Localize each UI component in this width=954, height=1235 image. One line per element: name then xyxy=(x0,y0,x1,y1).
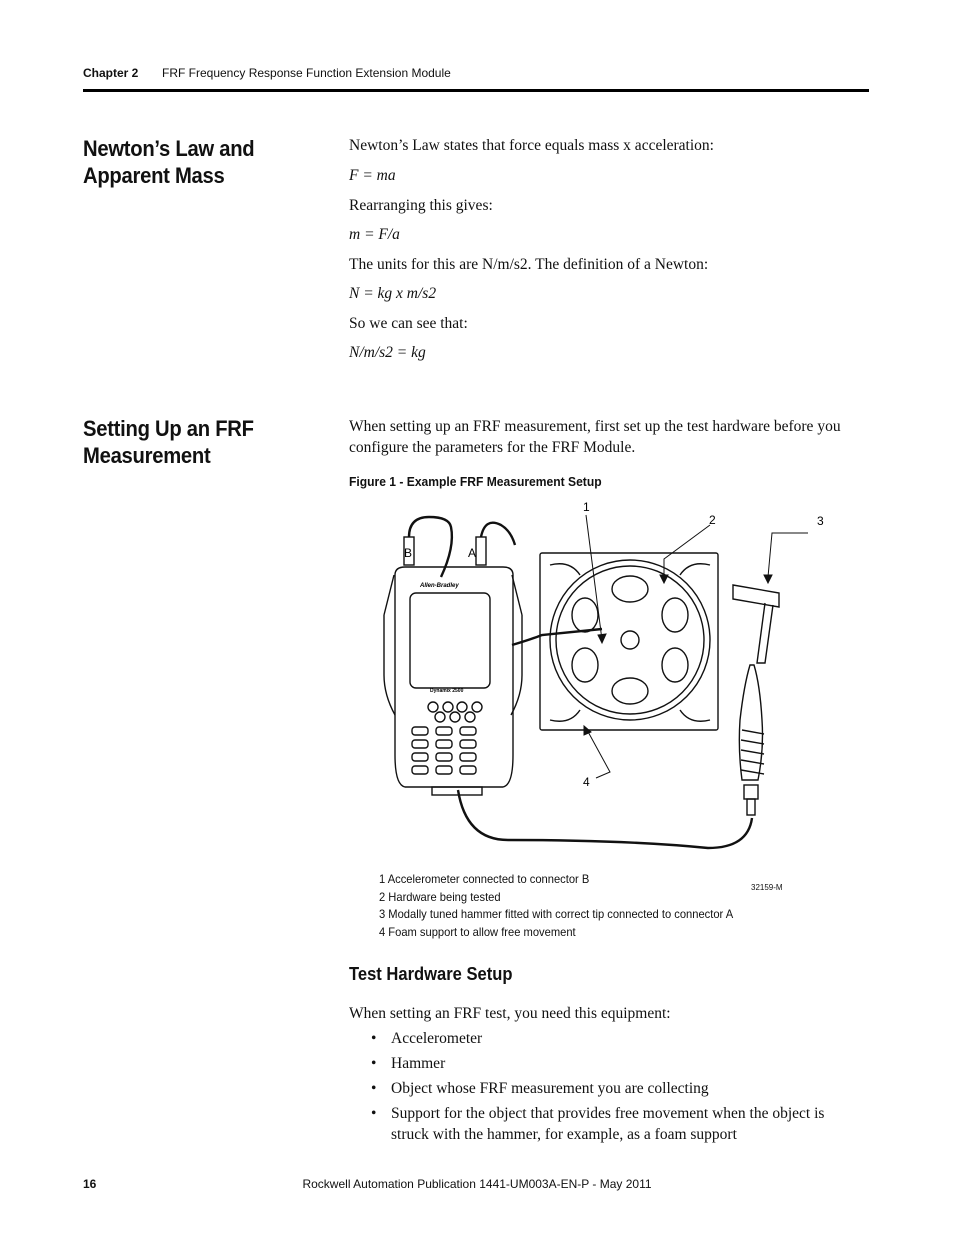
collector-brand: Allen-Bradley xyxy=(420,583,459,589)
paragraph: So we can see that: xyxy=(349,315,468,332)
header-rule xyxy=(83,89,869,92)
list-item: • Hammer xyxy=(349,1053,849,1074)
collector-model: Dynamix 2500 xyxy=(430,688,464,694)
collector-screen xyxy=(410,593,490,688)
test-object xyxy=(550,560,710,720)
callout-2: 2 xyxy=(709,513,716,527)
hammer-cable xyxy=(458,790,752,848)
equipment-list xyxy=(349,1028,849,1149)
newtons-law-body xyxy=(349,135,869,372)
test-hardware-intro: When setting an FRF test, you need this equipment: xyxy=(349,1005,671,1022)
publication-info: Rockwell Automation Publication 1441-UM003A-EN-P - May 2011 xyxy=(302,1177,652,1191)
chapter-title: FRF Frequency Response Function Extension Module xyxy=(162,66,451,80)
equation: m = F/a xyxy=(349,226,400,243)
equation: N/m/s2 = kg xyxy=(349,344,426,361)
paragraph: Rearranging this gives: xyxy=(349,197,493,214)
cable-b xyxy=(409,517,452,577)
callout-4: 4 xyxy=(583,775,590,789)
connector-a-label: A xyxy=(468,546,477,560)
connector-b-label: B xyxy=(404,546,413,560)
paragraph: Newton’s Law states that force equals mass x acceleration: xyxy=(349,137,714,154)
list-item: • Object whose FRF measurement you are collecting xyxy=(349,1078,849,1099)
equation: N = kg x m/s2 xyxy=(349,285,437,302)
section-heading-newtons-law: Newton’s Law and Apparent Mass xyxy=(83,136,255,188)
figure-caption: Figure 1 - Example FRF Measurement Setup xyxy=(349,474,602,489)
chapter-label: Chapter 2 xyxy=(83,66,139,80)
figure-legend xyxy=(379,871,733,941)
callout-1: 1 xyxy=(583,500,590,514)
legend-item: 3 Modally tuned hammer fitted with correct tip connected to connector A xyxy=(379,907,734,921)
hammer-head xyxy=(733,585,779,607)
callout-3: 3 xyxy=(817,514,824,528)
paragraph: The units for this are N/m/s2. The definition of a Newton: xyxy=(349,256,709,273)
frf-setup-figure xyxy=(340,495,860,865)
legend-item: 2 Hardware being tested xyxy=(379,889,501,904)
connector-a xyxy=(476,537,486,565)
subsection-heading-test-hardware: Test Hardware Setup xyxy=(349,964,513,984)
list-item: • Support for the object that provides free movement when the object is struck with the hammer, for example, as a foam support xyxy=(349,1103,849,1145)
legend-item: 4 Foam support to allow free movement xyxy=(379,924,576,939)
legend-item: 1 Accelerometer connected to connector B xyxy=(379,872,590,886)
equation: F = ma xyxy=(349,167,396,184)
frf-setup-intro: When setting up an FRF measurement, first set up the test hardware before you configure the parameters for the FRF Module. xyxy=(349,418,841,456)
section-heading-frf-setup: Setting Up an FRF Measurement xyxy=(83,416,254,468)
page-number: 16 xyxy=(83,1177,97,1191)
list-item: • Accelerometer xyxy=(349,1028,849,1049)
figure-id-label: 32159-M xyxy=(751,883,783,892)
